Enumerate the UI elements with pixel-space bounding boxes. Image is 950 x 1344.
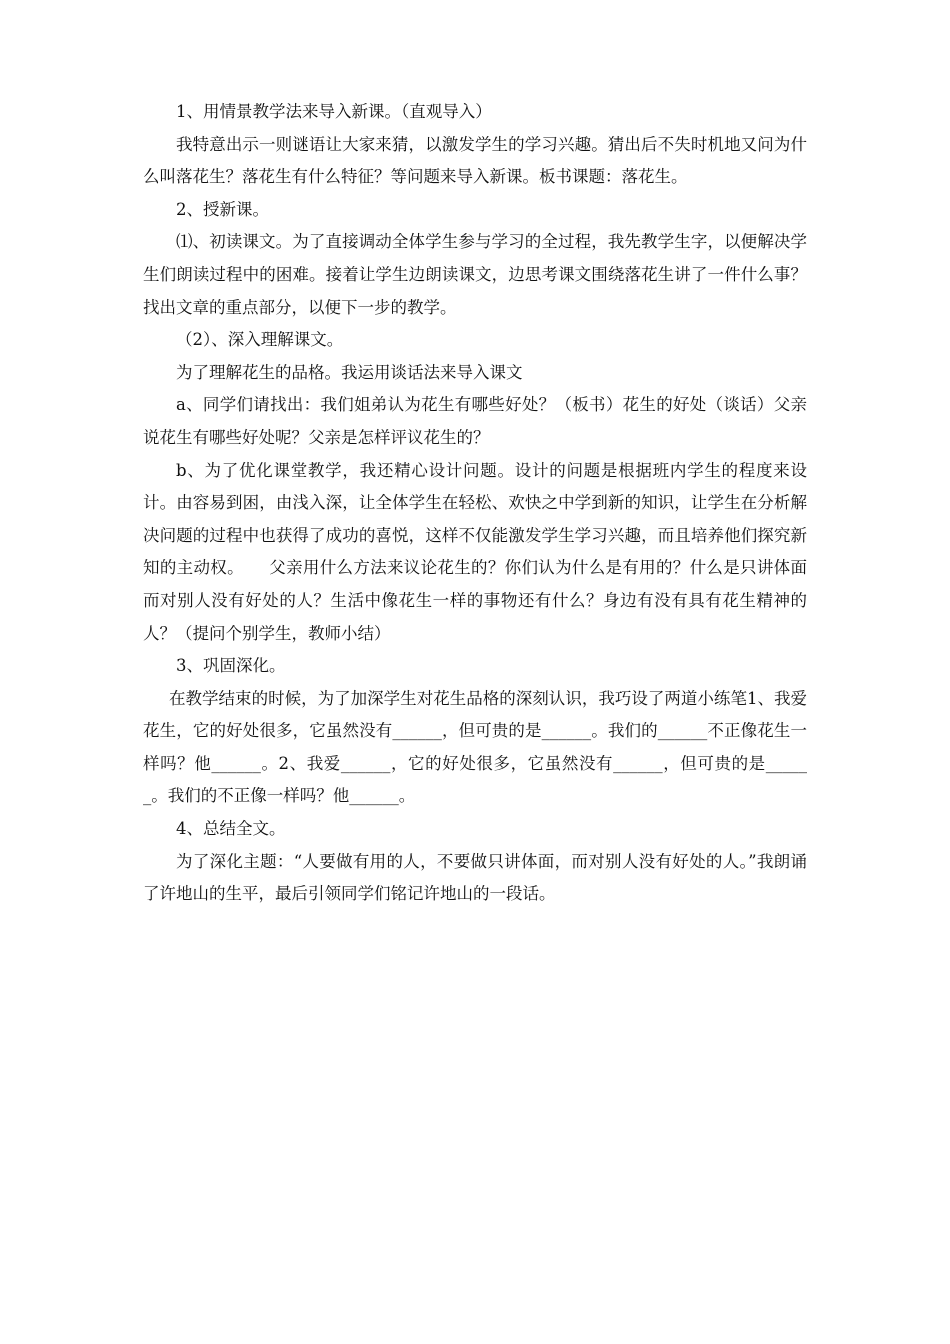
heading-new-lesson: 2、授新课。 [176,199,269,219]
paragraph-character-intro: 为了理解花生的品格。我运用谈话法来导入课文 [176,362,523,382]
paragraph-riddle-intro: 我特意出示一则谜语让大家来猜，以激发学生的学习兴趣。猜出后不失时机地又问为什么叫落花生？落花生有什么特征？等问题来导入新课。板书课题：落花生。 [143,134,807,187]
paragraph-practice: 在教学结束的时候，为了加深学生对花生品格的深刻认识，我巧设了两道小练笔1、我爱花生，它的好处很多，它虽然没有______，但可贵的是______。我们的______不正像花生一样吗？他______。2、我爱______，它的好处很多，它虽然没有______，但可贵的是______。我们的不正像一样吗？他______。 [143,688,807,806]
paragraph-point-a: a、同学们请找出：我们姐弟认为花生有哪些好处？（板书）花生的好处（谈话）父亲说花生有哪些好处呢？父亲是怎样评议花生的？ [143,395,807,447]
heading-consolidate: 3、巩固深化。 [176,656,286,676]
paragraph-first-reading: ⑴、初读课文。为了直接调动全体学生参与学习的全过程，我先教学生字，以便解决学生们朗读过程中的困难。接着让学生边朗读课文，边思考课文围绕落花生讲了一件什么事？找出文章的重点部分，以便下一步的教学。 [143,232,807,317]
heading-import-lesson: 1、用情景教学法来导入新课。（直观导入） [176,102,492,121]
heading-deep-understanding: （2）、深入理解课文。 [176,330,344,350]
document-page [143,96,807,911]
heading-summary: 4、总结全文。 [176,819,286,839]
paragraph-point-b: b、为了优化课堂教学，我还精心设计问题。设计的问题是根据班内学生的程度来设计。由容易到困，由浅入深，让全体学生在轻松、欢快之中学到新的知识，让学生在分析解决问题的过程中也获得了成功的喜悦，这样不仅能激发学生学习兴趣，而且培养他们探究新知的主动权。 父亲用什么方法来议论花生的？你们认为什么是有用的？什么是只讲体面而对别人没有好处的人？生活中像花生一样的事物还有什么？身边有没有具有花生精神的人？（提问个别学生，教师小结） [143,460,807,643]
paragraph-theme: 为了深化主题：“人要做有用的人，不要做只讲体面，而对别人没有好处的人。”我朗诵了许地山的生平，最后引领同学们铭记许地山的一段话。 [143,851,807,904]
